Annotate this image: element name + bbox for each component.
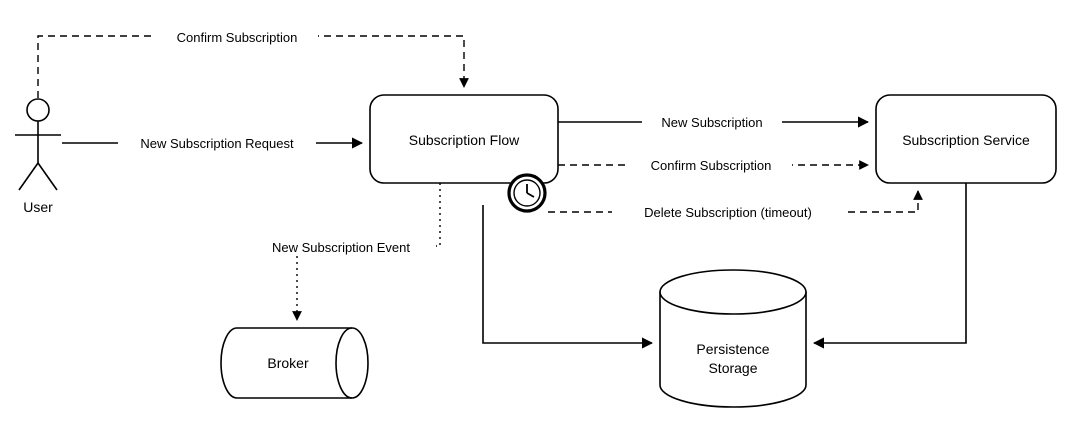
node-label-persistence-storage-line1: Persistence [696, 341, 770, 357]
node-persistence-storage[interactable] [660, 270, 806, 407]
edge-label-new-subscription: New Subscription [661, 115, 763, 130]
edge-label-delete-subscription-timeout: Delete Subscription (timeout) [644, 205, 812, 220]
edge-label-confirm-subscription-user: Confirm Subscription [176, 30, 298, 45]
node-label-subscription-flow: Subscription Flow [408, 132, 520, 148]
actor-leg-left [19, 163, 38, 190]
edge-line [38, 36, 464, 98]
node-user [15, 99, 61, 215]
edge-confirm-subscription-user [38, 28, 464, 98]
clock-icon [509, 175, 545, 211]
node-label-subscription-service: Subscription Service [902, 132, 1030, 148]
node-broker[interactable] [221, 328, 368, 398]
edge-delete-subscription-timeout [548, 191, 918, 220]
node-subscription-flow[interactable] [370, 95, 558, 183]
edge-new-subscription [558, 113, 868, 130]
edge-label-new-subscription-event: New Subscription Event [271, 240, 411, 255]
node-label-persistence-storage-line2: Storage [708, 360, 758, 376]
actor-head-icon [27, 99, 49, 121]
edge-line [483, 205, 652, 343]
edge-label-new-subscription-request: New Subscription Request [140, 136, 294, 151]
edge-new-subscription-request [62, 134, 362, 151]
node-label-user: User [23, 199, 53, 215]
edge-new-subscription-event [246, 183, 440, 320]
node-subscription-service[interactable] [876, 95, 1056, 183]
edge-flow-to-persistence [483, 205, 652, 343]
node-label-broker: Broker [267, 355, 309, 371]
actor-leg-right [38, 163, 57, 190]
edge-confirm-subscription-service [558, 156, 868, 173]
edge-label-confirm-subscription-service: Confirm Subscription [650, 158, 772, 173]
persistence-storage-top [660, 270, 806, 314]
